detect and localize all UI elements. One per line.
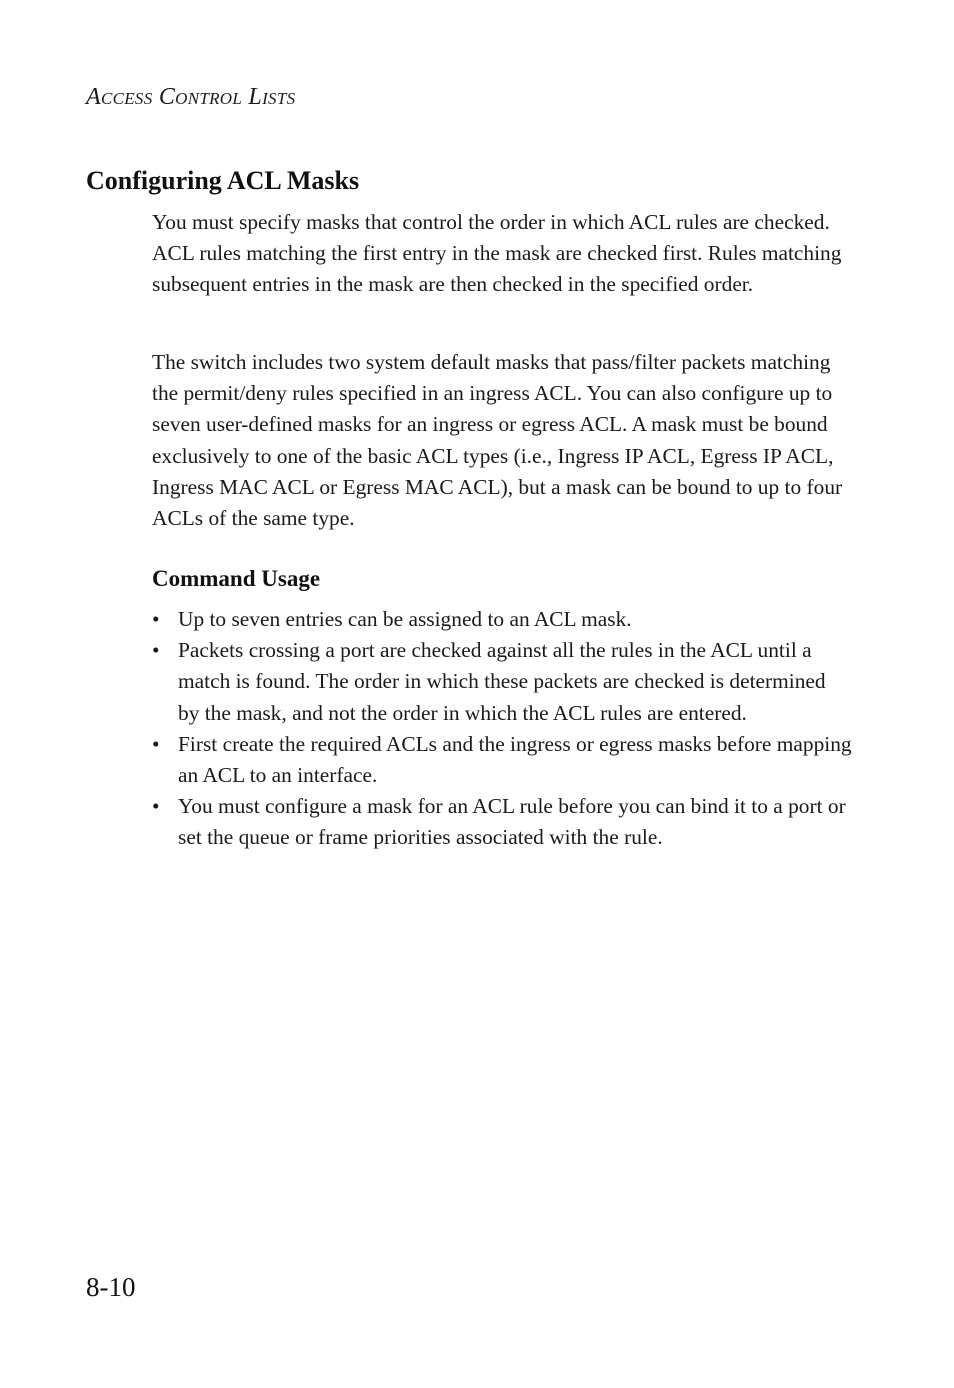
list-item-text: You must configure a mask for an ACL rule before you can bind it to a port or set the queue or frame priorities associated with the rule. <box>178 794 846 850</box>
bullet-icon: • <box>152 607 160 631</box>
list-item-text: Packets crossing a port are checked against all the rules in the ACL until a match is found. The order in which these packets are checked is determined by the mask, and not the order in which the ACL rules are entered. <box>178 638 826 725</box>
bullet-icon: • <box>152 638 160 663</box>
paragraph-text: You must specify masks that control the order in which ACL rules are checked. ACL rules matching the first entry in the mask are checked first. Rules matching subsequent entries in the mask are then checked in the specified order. <box>152 210 842 297</box>
bullet-icon: • <box>152 794 160 819</box>
bullet-icon: • <box>152 731 160 756</box>
paragraph-text: The switch includes two system default masks that pass/filter packets matching the permit/deny rules specified in an ingress ACL. You can also configure up to seven user-defined masks for an ingress or egress ACL. A mask must be bound exclusively to one of the basic ACL types (i.e., Ingress IP ACL, Egress IP ACL, Ingress MAC ACL or Egress MAC ACL), but a mask can be bound to up to four ACLs of the same type. <box>152 350 843 531</box>
list-item <box>152 635 852 729</box>
list-item-text: First create the required ACLs and the ingress or egress masks before mapping an ACL to an interface. <box>178 731 852 788</box>
running-header: Access Control Lists <box>86 84 296 110</box>
list-item <box>152 729 852 791</box>
default-masks-paragraph <box>152 347 852 534</box>
command-usage-heading: Command Usage <box>152 566 321 591</box>
section-title: Configuring ACL Masks <box>86 166 360 195</box>
list-item <box>152 604 852 635</box>
list-item-text: Up to seven entries can be assigned to an ACL mask. <box>178 607 632 631</box>
page-number: 8-10 <box>86 1272 136 1302</box>
list-item <box>152 791 852 853</box>
command-usage-list <box>152 604 852 854</box>
intro-paragraph <box>152 207 852 301</box>
